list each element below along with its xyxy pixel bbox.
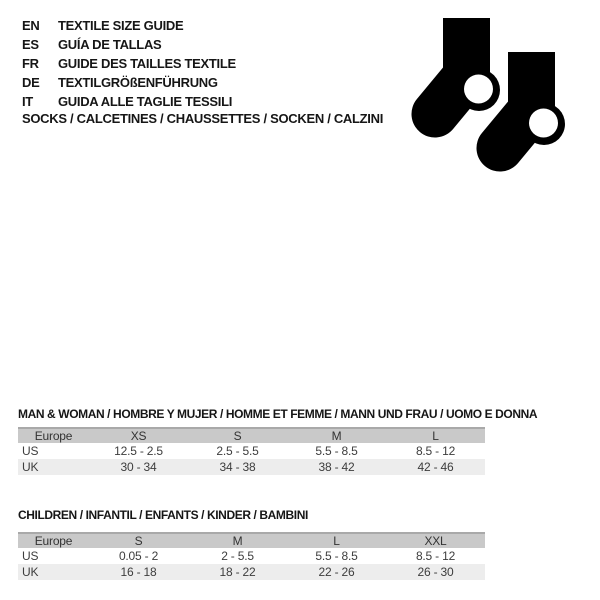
- language-row-es: [22, 35, 236, 54]
- size-table-children: [18, 532, 485, 580]
- col-header-xs: XS: [89, 428, 188, 443]
- language-title: GUÍA DE TALLAS: [58, 37, 162, 52]
- language-code: FR: [22, 56, 39, 71]
- col-header-m: M: [287, 428, 386, 443]
- table-title: MAN & WOMAN / HOMBRE Y MUJER / HOMME ET FEMME / MANN UND FRAU / UOMO E DONNA: [18, 407, 538, 421]
- size-cell: 5.5 - 8.5: [315, 444, 358, 458]
- language-row-it: [22, 92, 236, 111]
- row-label: US: [22, 549, 39, 563]
- size-cell: 12.5 - 2.5: [114, 444, 163, 458]
- table-row-us: [18, 443, 485, 459]
- language-title: TEXTILE SIZE GUIDE: [58, 18, 184, 33]
- language-title: TEXTILGRÖßENFÜHRUNG: [58, 75, 218, 90]
- size-table-man-woman: [18, 427, 485, 475]
- col-header-s: S: [89, 533, 188, 548]
- table-header-row: [18, 533, 485, 548]
- table-header-row: [18, 428, 485, 443]
- size-cell: 38 - 42: [318, 460, 355, 474]
- size-cell: 0.05 - 2: [118, 549, 159, 563]
- language-row-fr: [22, 54, 236, 73]
- language-code: EN: [22, 18, 40, 33]
- size-cell: 16 - 18: [120, 565, 157, 579]
- language-list: [22, 16, 236, 111]
- table-row-us: [18, 548, 485, 564]
- socks-icon: [411, 18, 567, 174]
- language-row-de: [22, 73, 236, 92]
- size-table-block-man-woman: [18, 407, 538, 475]
- row-label: UK: [22, 565, 39, 579]
- size-table-block-children: [18, 509, 485, 580]
- size-cell: 42 - 46: [417, 460, 454, 474]
- col-header-europe: Europe: [18, 428, 89, 443]
- size-cell: 2.5 - 5.5: [216, 444, 259, 458]
- language-title: GUIDE DES TAILLES TEXTILE: [58, 56, 236, 71]
- col-header-m: M: [188, 533, 287, 548]
- col-header-europe: Europe: [18, 533, 89, 548]
- category-title: SOCKS / CALCETINES / CHAUSSETTES / SOCKEN / CALZINI: [22, 111, 384, 126]
- size-cell: 2 - 5.5: [221, 549, 254, 563]
- size-cell: 30 - 34: [120, 460, 157, 474]
- table-row-uk: [18, 564, 485, 580]
- table-title: CHILDREN / INFANTIL / ENFANTS / KINDER / BAMBINI: [18, 508, 308, 522]
- table-row-uk: [18, 459, 485, 475]
- language-code: ES: [22, 37, 39, 52]
- size-cell: 5.5 - 8.5: [315, 549, 358, 563]
- size-cell: 8.5 - 12: [415, 549, 456, 563]
- row-label: UK: [22, 460, 39, 474]
- size-cell: 26 - 30: [417, 565, 454, 579]
- size-cell: 22 - 26: [318, 565, 355, 579]
- language-code: DE: [22, 75, 40, 90]
- language-row-en: [22, 16, 236, 35]
- col-header-l: L: [386, 428, 485, 443]
- language-code: IT: [22, 94, 33, 109]
- language-title: GUIDA ALLE TAGLIE TESSILI: [58, 94, 233, 109]
- row-label: US: [22, 444, 39, 458]
- col-header-s: S: [188, 428, 287, 443]
- size-cell: 34 - 38: [219, 460, 256, 474]
- col-header-l: L: [287, 533, 386, 548]
- size-cell: 18 - 22: [219, 565, 256, 579]
- size-cell: 8.5 - 12: [415, 444, 456, 458]
- col-header-xxl: XXL: [386, 533, 485, 548]
